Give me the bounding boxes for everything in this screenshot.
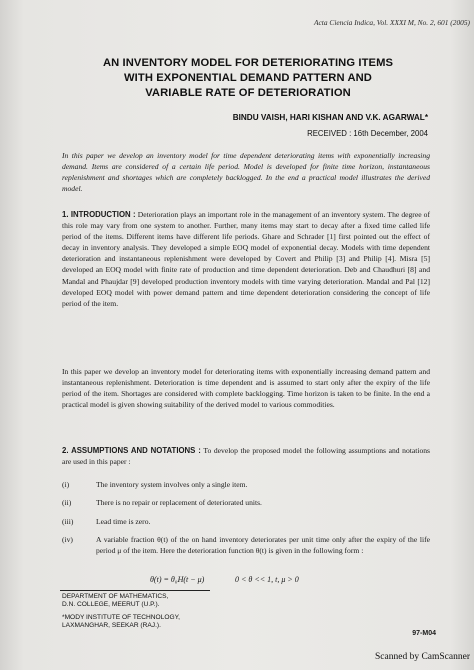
affiliation-1 <box>62 593 262 610</box>
affiliation-line: D.N. COLLEGE, MEERUT (U.P.). <box>62 601 160 609</box>
deterioration-equation <box>150 575 410 584</box>
equation-formula: θ(t) = θ₀H(t − μ) <box>150 575 205 584</box>
introduction-text: Deterioration plays an important role in the management of an inventory system. The degree of this role may vary from one system to another. Further, many items may start to decay after a fixed time called life period of the items. Different items have different life periods. Ghare and Schrader [1] first pointed out the effect of decay in inventory analysis. They developed a simple EOQ model of exponential decay. Models with time dependent deterioration and instantaneous replenishment were developed by Covert and Philip [3] and Philip [4]. Misra [5] developed an EOQ model with finite rate of production and time dependent deterioration. Deb and Chaudhuri [8] and Mandal and Phaujdar [9] developed production inventory models with time varying deterioration. Mandal and Pal [12] developed EOQ model with power demand pattern and time dependent deterioration considering the concept of life period of the item. <box>62 210 431 308</box>
assumption-number: (i) <box>62 480 70 489</box>
assumption-text: A variable fraction θ(t) of the on hand inventory deteriorates per unit time only after the expiry of the life period μ of the item. Here the deterioration function θ(t) is given in the following form : <box>96 535 430 556</box>
introduction-section <box>62 209 430 309</box>
assumption-text: Lead time is zero. <box>96 517 151 526</box>
assumptions-section <box>62 445 430 467</box>
journal-citation: Acta Ciencia Indica, Vol. XXXI M, No. 2, 601 (2005) <box>314 18 470 27</box>
introduction-paragraph: In this paper we develop an inventory model for deteriorating items with exponentially increasing demand pattern and instantaneous replenishment. Deterioration is time dependent and is assumed to start only after the expiry of the life period of the item. Shortages are considered with complete backlogging. Time horizon is taken to be finite. In the end a practical model is given showing suitability of the derived model to various commodities. <box>62 367 430 410</box>
affiliation-line: *MODY INSTITUTE OF TECHNOLOGY, <box>62 614 180 621</box>
paper-title <box>68 56 428 100</box>
assumptions-heading: 2. ASSUMPTIONS AND NOTATIONS : <box>62 446 201 455</box>
equation-condition: 0 < θ << 1, t, μ > 0 <box>235 575 299 584</box>
affiliation-line: DEPARTMENT OF MATHEMATICS, <box>62 593 169 600</box>
assumption-text: There is no repair or replacement of deteriorated units. <box>96 498 262 507</box>
article-code: 97-M04 <box>412 630 436 637</box>
affiliation-2 <box>62 614 262 631</box>
authors: BINDU VAISH, HARI KISHAN AND V.K. AGARWAL* <box>232 113 428 122</box>
received-date: RECEIVED : 16th December, 2004 <box>307 129 428 138</box>
scanner-watermark: Scanned by CamScanner <box>375 652 470 662</box>
assumption-text: The inventory system involves only a single item. <box>96 480 248 489</box>
introduction-heading: 1. INTRODUCTION : <box>62 210 136 219</box>
title-line: WITH EXPONENTIAL DEMAND PATTERN AND <box>124 71 372 84</box>
assumption-number: (ii) <box>62 498 72 507</box>
assumptions-intro: To develop the proposed model the following assumptions and notations are used in this paper : <box>62 446 431 467</box>
assumption-number: (iv) <box>62 535 73 544</box>
footnote-divider <box>60 590 210 591</box>
title-line: VARIABLE RATE OF DETERIORATION <box>145 86 351 99</box>
affiliation-line: LAXMANGHAR, SEEKAR (RAJ.). <box>62 622 161 630</box>
assumption-number: (iii) <box>62 517 74 526</box>
abstract: In this paper we develop an inventory model for time dependent deteriorating items with exponentially increasing demand. Items are considered of a certain life period. Model is developed for finite time horizon, instantaneous replenishment and shortages which are completely backlogged. In the end a practical model illustrates the derived model. <box>62 151 430 194</box>
title-line: AN INVENTORY MODEL FOR DETERIORATING ITEMS <box>102 57 394 69</box>
